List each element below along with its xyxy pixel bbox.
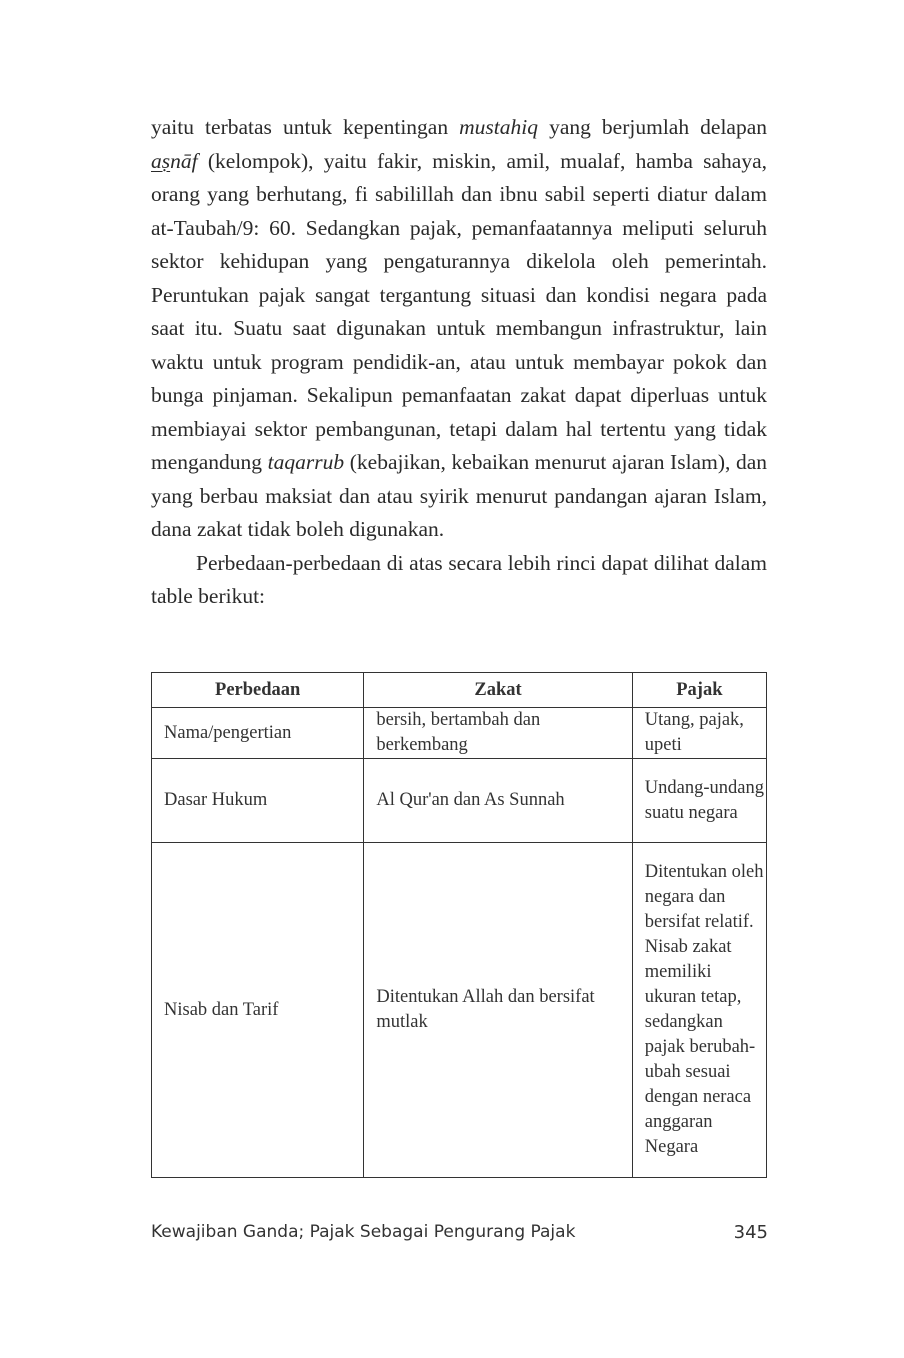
paragraph-2: Perbedaan-perbedaan di atas secara lebih rinci dapat dilihat dalam table berikut: (151, 550, 767, 608)
header-perbedaan: Perbedaan (152, 673, 364, 708)
running-footer-title: Kewajiban Ganda; Pajak Sebagai Pengurang Pajak (151, 1222, 576, 1242)
cell-zakat: bersih, bertambah dan berkembang (364, 708, 632, 759)
table-header-row (152, 673, 767, 708)
cell-zakat: Ditentukan Allah dan bersifat mutlak (364, 843, 632, 1178)
table-row (152, 843, 767, 1178)
term-asnaf-part-2: nāf (170, 148, 198, 173)
cell-pajak: Ditentukan oleh negara dan bersifat relatif. Nisab zakat memiliki ukuran tetap, sedangkan pajak berubah-ubah sesuai dengan neraca anggaran Negara (632, 843, 766, 1178)
cell-pajak: Utang, pajak, upeti (632, 708, 766, 759)
cell-aspect: Nisab dan Tarif (152, 843, 364, 1178)
term-asnaf (151, 149, 198, 173)
page-number: 345 (733, 1222, 768, 1243)
table-row (152, 759, 767, 843)
cell-pajak: Undang-undang suatu negara (632, 759, 766, 843)
comparison-table (151, 672, 767, 1178)
cell-aspect: Nama/pengertian (152, 708, 364, 759)
paragraph-1-text-2: yang berjumlah delapan (538, 115, 768, 139)
table-row (152, 708, 767, 759)
header-zakat: Zakat (364, 673, 632, 708)
paragraph-1-text-4: (kebajikan, kebaikan menurut ajaran Islam), dan yang berbau maksiat dan atau syirik menurut pandangan ajaran Islam, dana zakat tidak boleh digunakan. (151, 450, 767, 541)
term-asnaf-part-1: aṣ (151, 148, 171, 173)
cell-zakat: Al Qur'an dan As Sunnah (364, 759, 632, 843)
header-pajak: Pajak (632, 673, 766, 708)
paragraph-1-text-1: yaitu terbatas untuk kepentingan (151, 115, 460, 139)
paragraph-1-text-3: (kelompok), yaitu fakir, miskin, amil, mualaf, hamba sahaya, orang yang berhutang, fi sabilillah dan ibnu sabil seperti diatur dalam at-Taubah/9: 60. Sedangkan pajak, pemanfaatannya meliputi seluruh sektor kehidupan yang pengaturannya dikelola oleh pemerintah. Peruntukan pajak sangat tergantung situasi dan kondisi negara pada saat itu. Suatu saat digunakan untuk membangun infrastruktur, lain waktu untuk program pendidik-an, atau untuk membayar pokok dan bunga pinjaman. Sekalipun pemanfaatan zakat dapat diperluas untuk membiayai sektor pembangunan, tetapi dalam hal tertentu yang tidak mengandung (151, 148, 767, 474)
body-text (151, 111, 767, 614)
term-mustahiq: mustahiq (459, 115, 538, 139)
cell-aspect: Dasar Hukum (152, 759, 364, 843)
paragraph-1 (151, 111, 767, 547)
term-taqarrub: taqarrub (267, 450, 345, 474)
